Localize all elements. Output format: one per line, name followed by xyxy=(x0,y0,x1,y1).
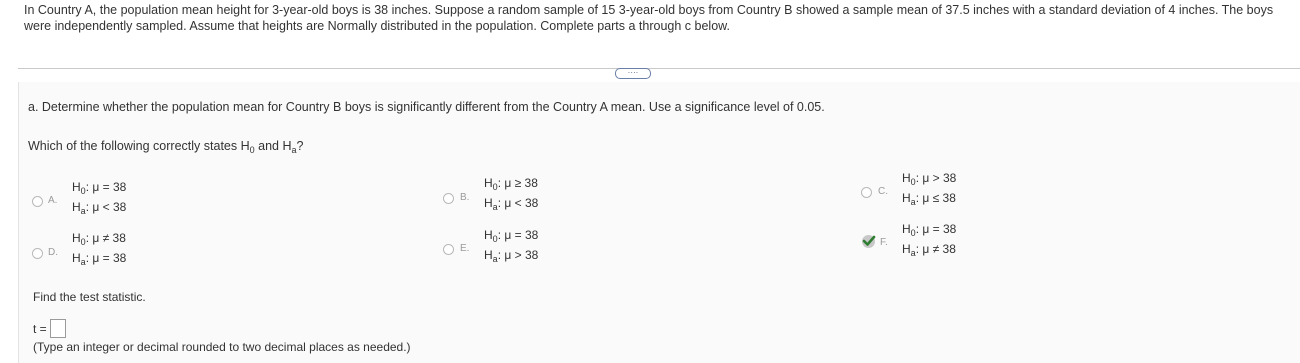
choice-letter-b: B. xyxy=(460,192,470,203)
t-statistic-input[interactable] xyxy=(50,319,66,338)
t-label: t = xyxy=(33,322,47,336)
radio-c[interactable] xyxy=(861,187,872,198)
choice-a-h0: $H_0$: μ = 38 xyxy=(72,180,127,196)
choice-c-h0: $H_0$: μ > 38 xyxy=(902,171,957,187)
choice-letter-e: E. xyxy=(460,243,470,254)
choice-c[interactable] xyxy=(861,168,981,212)
choice-c-ha: $H_a$: μ ≤ 38 xyxy=(902,191,956,207)
checkmark-icon xyxy=(862,234,876,248)
choice-a[interactable] xyxy=(32,175,152,219)
choice-d[interactable] xyxy=(32,227,152,271)
choice-b-h0: $H_0$: μ ≥ 38 xyxy=(484,176,538,192)
choice-e-h0: $H_0$: μ = 38 xyxy=(484,228,539,244)
choice-e[interactable] xyxy=(443,223,563,267)
choice-a-ha: $H_a$: μ < 38 xyxy=(72,200,127,216)
choice-f-h0: $H_0$: μ = 38 xyxy=(902,222,957,238)
problem-statement: In Country A, the population mean height for 3-year-old boys is 38 inches. Suppose a random sample of 15 3-year-old boys from Country B showed a sample mean of 37.5 inches with a standard deviation of 4 inches. The boys were independently sampled. Assume that heights are Normally distributed in the population. Complete parts a through c below. xyxy=(24,3,1274,33)
hypotheses-question: Which of the following correctly states $H_0$ and $H_a$? xyxy=(28,139,304,155)
radio-a[interactable] xyxy=(32,196,43,207)
part-a-panel xyxy=(18,82,1300,363)
part-a-title: a. Determine whether the population mean for Country B boys is significantly different from the Country A mean. Use a significance level of 0.05. xyxy=(28,100,825,114)
choice-d-ha: $H_a$: μ = 38 xyxy=(72,251,127,267)
choice-f-ha: $H_a$: μ ≠ 38 xyxy=(902,242,956,258)
choice-letter-f: F. xyxy=(880,237,888,248)
choice-e-ha: $H_a$: μ > 38 xyxy=(484,248,539,264)
find-test-statistic-label: Find the test statistic. xyxy=(33,290,146,304)
choice-b-ha: $H_a$: μ < 38 xyxy=(484,196,539,212)
rounding-hint: (Type an integer or decimal rounded to two decimal places as needed.) xyxy=(33,340,411,354)
choice-b[interactable] xyxy=(443,172,563,216)
radio-d[interactable] xyxy=(32,248,43,259)
choice-letter-d: D. xyxy=(48,247,58,258)
radio-b[interactable] xyxy=(443,193,454,204)
section-divider xyxy=(18,68,1300,69)
choice-d-h0: $H_0$: μ ≠ 38 xyxy=(72,231,126,247)
choice-letter-c: C. xyxy=(878,186,888,197)
expand-button[interactable]: ···· xyxy=(615,68,651,79)
selected-check-icon[interactable] xyxy=(862,235,875,248)
choice-f[interactable] xyxy=(861,219,981,263)
choice-letter-a: A. xyxy=(48,195,58,206)
radio-e[interactable] xyxy=(443,244,454,255)
